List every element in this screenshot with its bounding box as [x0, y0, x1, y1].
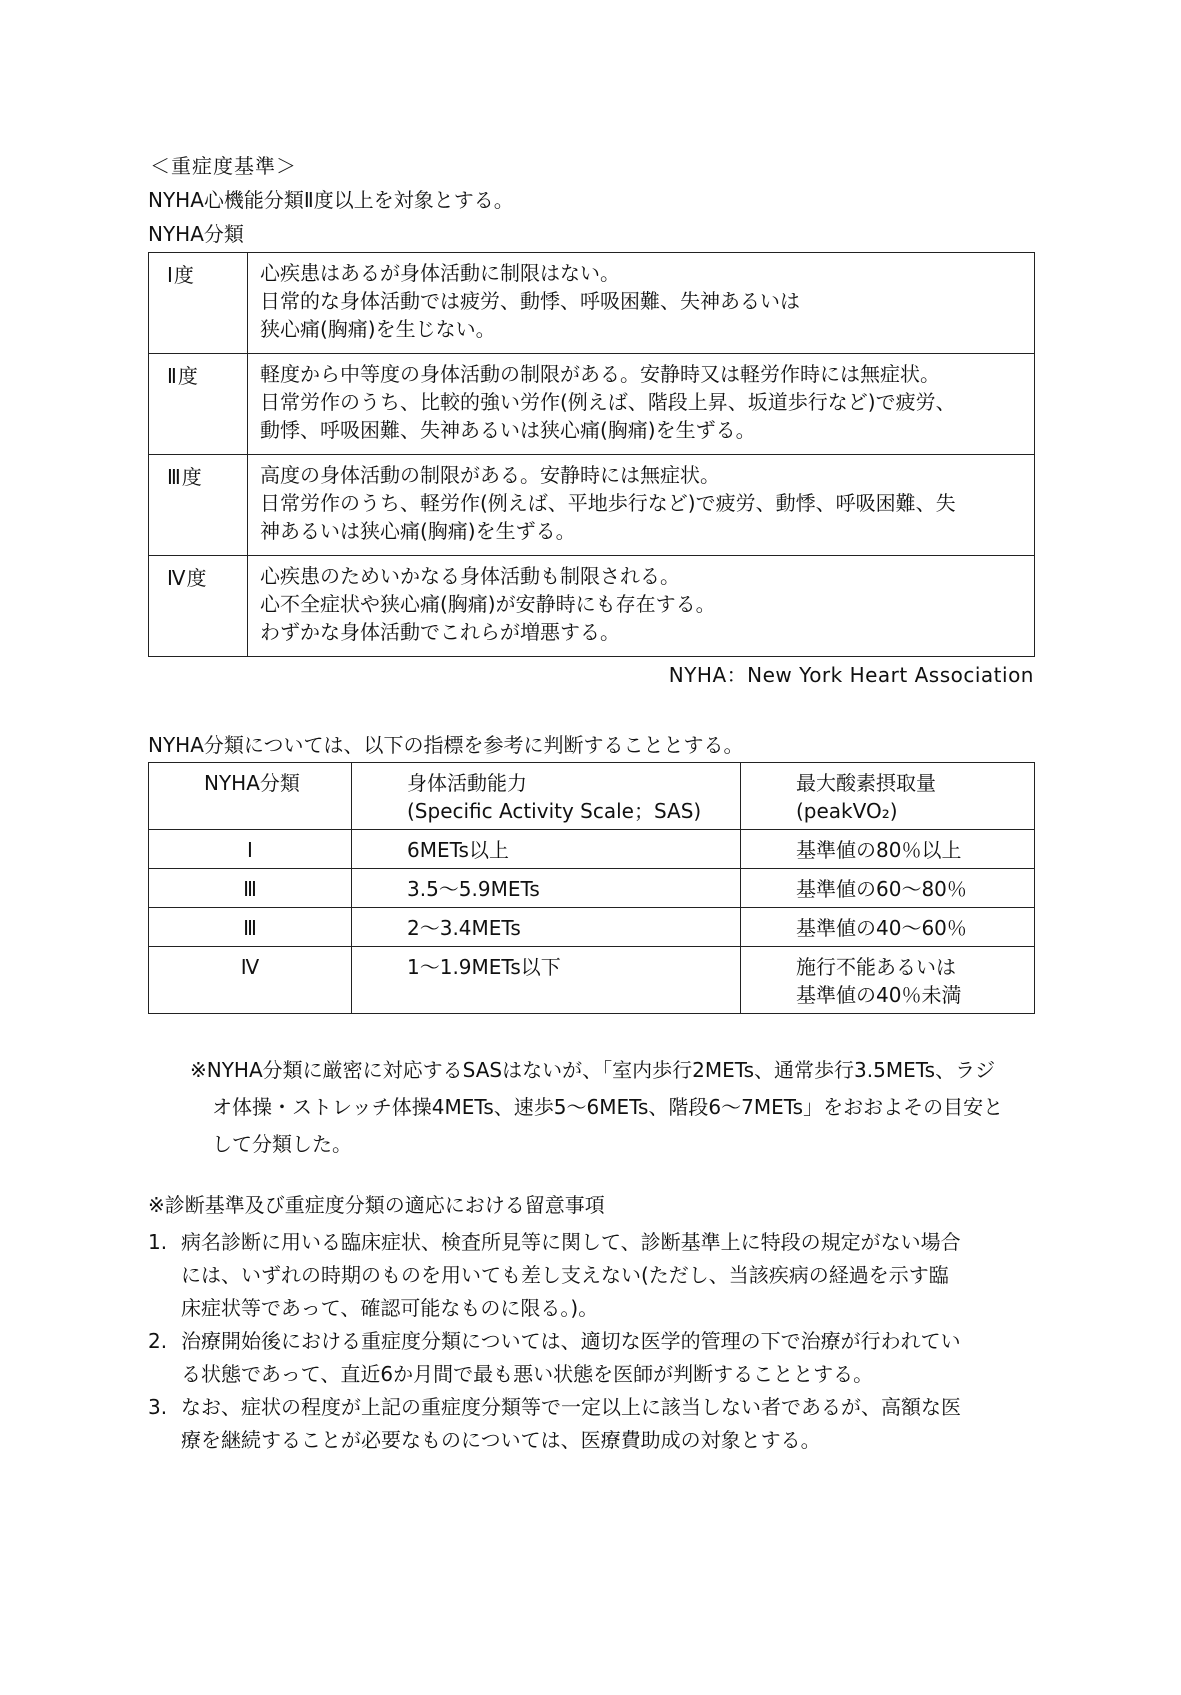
note-line: ※NYHA分類に厳密に対応するSASはないが、「室内歩行2METs、通常歩行3.5METs、ラジ [190, 1058, 996, 1082]
nyha-cell: Ⅲ [149, 869, 352, 908]
nyha-cell: Ⅲ [149, 908, 352, 947]
table-row [149, 556, 1035, 657]
nyha-label: NYHA分類 [148, 222, 244, 246]
grade-cell: Ⅰ度 [149, 253, 248, 354]
table-header-row [149, 763, 1035, 830]
caution-item [148, 1325, 961, 1391]
vo2-cell [741, 947, 1035, 1014]
vo2-cell [741, 830, 1035, 869]
item-line: 治療開始後における重症度分類については、適切な医学的管理の下で治療が行われてい [181, 1329, 961, 1353]
item-number: 1. [148, 1230, 168, 1254]
description-line: 日常労作のうち、軽労作(例えば、平地歩行など)で疲労、動悸、呼吸困難、失 [260, 491, 956, 515]
vo2-line: 基準値の40～60％ [796, 916, 967, 940]
grade-cell: Ⅱ度 [149, 354, 248, 455]
header-sas [352, 763, 741, 830]
sas-note [190, 1052, 1003, 1163]
header-line: (peakVO₂) [796, 799, 898, 823]
note-line: オ体操・ストレッチ体操4METs、速歩5～6METs、階段6～7METs」をおおよその目安と [212, 1095, 1004, 1119]
description-cell [248, 354, 1035, 455]
note-line: して分類した。 [212, 1132, 352, 1156]
description-line: 日常的な身体活動では疲労、動悸、呼吸困難、失神あるいは [260, 289, 800, 313]
table-row [149, 354, 1035, 455]
caution-list [148, 1226, 961, 1457]
header-nyha [149, 763, 352, 830]
description-line: 高度の身体活動の制限がある。安静時には無症状。 [260, 463, 720, 487]
vo2-line: 施行不能あるいは [796, 955, 956, 979]
header-line: 身体活動能力 [407, 771, 527, 795]
header-line: 最大酸素摂取量 [796, 771, 936, 795]
grade-cell: Ⅲ度 [149, 455, 248, 556]
caution-heading: ※診断基準及び重症度分類の適応における留意事項 [148, 1193, 605, 1217]
header-line: NYHA分類 [204, 771, 300, 795]
table-row [149, 455, 1035, 556]
grade-cell: Ⅳ度 [149, 556, 248, 657]
nyha-footnote: NYHA：New York Heart Association [668, 663, 1034, 687]
item-number: 3. [148, 1395, 168, 1419]
vo2-line: 基準値の80％以上 [796, 838, 962, 862]
item-line: 病名診断に用いる臨床症状、検査所見等に関して、診断基準上に特段の規定がない場合 [181, 1230, 961, 1254]
vo2-cell [741, 869, 1035, 908]
indicator-intro: NYHA分類については、以下の指標を参考に判断することとする。 [148, 733, 744, 757]
sas-cell: 3.5～5.9METs [352, 869, 741, 908]
description-line: わずかな身体活動でこれらが増悪する。 [260, 620, 620, 644]
nyha-cell: Ⅰ [149, 830, 352, 869]
description-cell [248, 253, 1035, 354]
sas-cell: 1～1.9METs以下 [352, 947, 741, 1014]
header-line: (Specific Activity Scale；SAS) [407, 799, 702, 823]
item-number: 2. [148, 1329, 168, 1353]
item-line: 床症状等であって、確認可能なものに限る。)。 [181, 1296, 599, 1320]
description-line: 心疾患はあるが身体活動に制限はない。 [260, 261, 620, 285]
table-row [149, 869, 1035, 908]
nyha-classification-table [148, 252, 1035, 657]
item-line: る状態であって、直近6か月間で最も悪い状態を医師が判断することとする。 [181, 1362, 874, 1386]
table-row [149, 253, 1035, 354]
description-line: 心疾患のためいかなる身体活動も制限される。 [260, 564, 680, 588]
indicator-table [148, 762, 1035, 1014]
header-peakvo2 [741, 763, 1035, 830]
description-line: 日常労作のうち、比較的強い労作(例えば、階段上昇、坂道歩行など)で疲労、 [260, 390, 956, 414]
nyha-cell: Ⅳ [149, 947, 352, 1014]
item-line: 療を継続することが必要なものについては、医療費助成の対象とする。 [181, 1428, 821, 1452]
caution-item [148, 1391, 961, 1457]
caution-item [148, 1226, 961, 1325]
item-line: には、いずれの時期のものを用いても差し支えない(ただし、当該疾病の経過を示す臨 [181, 1263, 949, 1287]
description-line: 動悸、呼吸困難、失神あるいは狭心痛(胸痛)を生ずる。 [260, 418, 756, 442]
description-cell [248, 455, 1035, 556]
table-row [149, 830, 1035, 869]
sas-cell: 2～3.4METs [352, 908, 741, 947]
description-line: 軽度から中等度の身体活動の制限がある。安静時又は軽労作時には無症状。 [260, 362, 940, 386]
description-line: 狭心痛(胸痛)を生じない。 [260, 317, 496, 341]
description-line: 心不全症状や狭心痛(胸痛)が安静時にも存在する。 [260, 592, 716, 616]
subject-line: NYHA心機能分類Ⅱ度以上を対象とする。 [148, 188, 514, 212]
description-line: 神あるいは狭心痛(胸痛)を生ずる。 [260, 519, 576, 543]
sas-cell: 6METs以上 [352, 830, 741, 869]
vo2-cell [741, 908, 1035, 947]
table-row [149, 947, 1035, 1014]
vo2-line: 基準値の40％未満 [796, 983, 962, 1007]
vo2-line: 基準値の60～80％ [796, 877, 967, 901]
section-heading: ＜重症度基準＞ [150, 154, 297, 178]
item-line: なお、症状の程度が上記の重症度分類等で一定以上に該当しない者であるが、高額な医 [181, 1395, 961, 1419]
description-cell [248, 556, 1035, 657]
table-row [149, 908, 1035, 947]
